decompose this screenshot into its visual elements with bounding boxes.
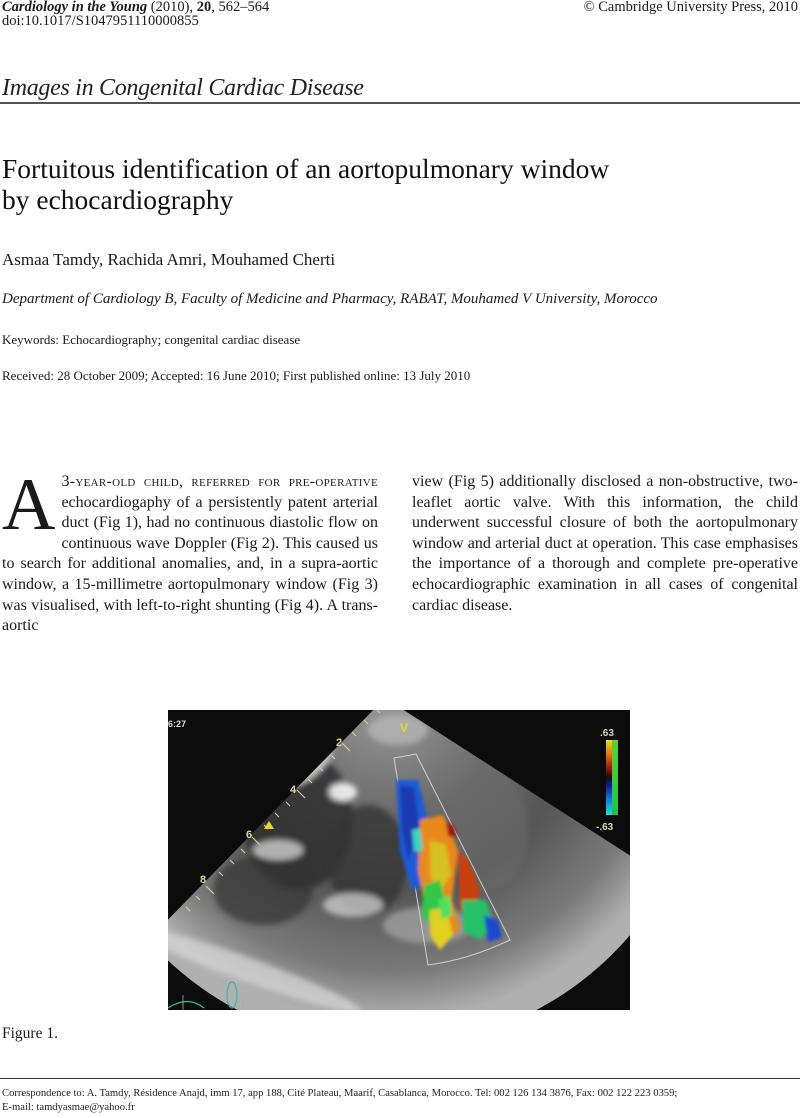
journal-pages: , 562–564 xyxy=(211,0,270,15)
keywords xyxy=(2,332,300,348)
article-title-line-2: by echocardiography xyxy=(2,184,234,215)
velocity-scale-bottom: -.63 xyxy=(596,822,614,833)
keywords-label: Keywords: xyxy=(2,332,63,347)
keywords-list: Echocardiography; congenital cardiac disease xyxy=(62,332,301,347)
depth-label-4: 4 xyxy=(290,784,297,796)
article-title-line-1: Fortuitous identification of an aortopulmonary window xyxy=(2,153,610,184)
figure-echocardiogram xyxy=(168,710,630,1010)
depth-label-8: 8 xyxy=(200,874,207,886)
copyright: © Cambridge University Press, 2010 xyxy=(583,0,798,15)
body-column-left xyxy=(2,464,378,637)
journal-year: (2010), xyxy=(147,0,197,15)
section-divider xyxy=(0,102,800,104)
drop-cap: A xyxy=(2,464,56,546)
echo-image xyxy=(168,710,630,1010)
depth-label-2: 2 xyxy=(336,737,343,749)
affiliation: Department of Cardiology B, Faculty of Medicine and Pharmacy, RABAT, Mouhamed V University, Morocco xyxy=(2,291,658,307)
body-column-right xyxy=(412,472,798,616)
doi[interactable]: doi:10.1017/S1047951110000855 xyxy=(2,13,199,29)
authors: Asmaa Tamdy, Rachida Amri, Mouhamed Cherti xyxy=(2,250,336,269)
journal-name: Cardiology in the Young xyxy=(2,0,148,15)
depth-label-6: 6 xyxy=(246,829,253,841)
correspondence-address: Correspondence to: A. Tamdy, Résidence Anajd, imm 17, app 188, Cité Plateau, Maarif, Casablanca, Morocco. Tel: 002 126 134 3876, Fax: 002 122 223 0359; xyxy=(2,1088,678,1099)
correspondence-email[interactable]: E-mail: tamdyasmae@yahoo.fr xyxy=(2,1102,135,1113)
lead-in: 3-year-old child, referred for pre-operative xyxy=(61,473,378,490)
article-title xyxy=(2,153,782,215)
correspondence-footnote xyxy=(2,1087,800,1115)
publication-dates: Received: 28 October 2009; Accepted: 16 June 2010; First published online: 13 July 2010 xyxy=(2,368,471,383)
figure-caption: Figure 1. xyxy=(2,1025,58,1042)
time-label: 6:27 xyxy=(168,719,187,729)
footnote-divider xyxy=(0,1078,800,1079)
journal-volume: 20 xyxy=(196,0,212,15)
body-text-left: echocardiogaphy of a persistently patent arterial duct (Fig 1), had no continuous diastolic flow on continuous wave Doppler (Fig 2). This caused us to search for additional anomalies, and, in a supra-aortic window, a 15-millimetre aortopulmonary window (Fig 3) was visualised, with left-to-right shunting (Fig 4). A trans-aortic xyxy=(2,493,378,635)
section-title: Images in Congenital Cardiac Disease xyxy=(2,75,364,101)
velocity-scale-top: .63 xyxy=(600,728,614,739)
probe-marker: V xyxy=(400,721,409,735)
body-text-right: view (Fig 5) additionally disclosed a non-obstructive, two-leaflet aortic valve. With this information, the child underwent successful closure of both the aortopulmonary window and arterial duct at operation. This case emphasises the importance of a thorough and complete pre-operative echocardiographic examination in all cases of congenital cardiac disease. xyxy=(412,473,798,614)
velocity-color-scale xyxy=(606,740,612,815)
